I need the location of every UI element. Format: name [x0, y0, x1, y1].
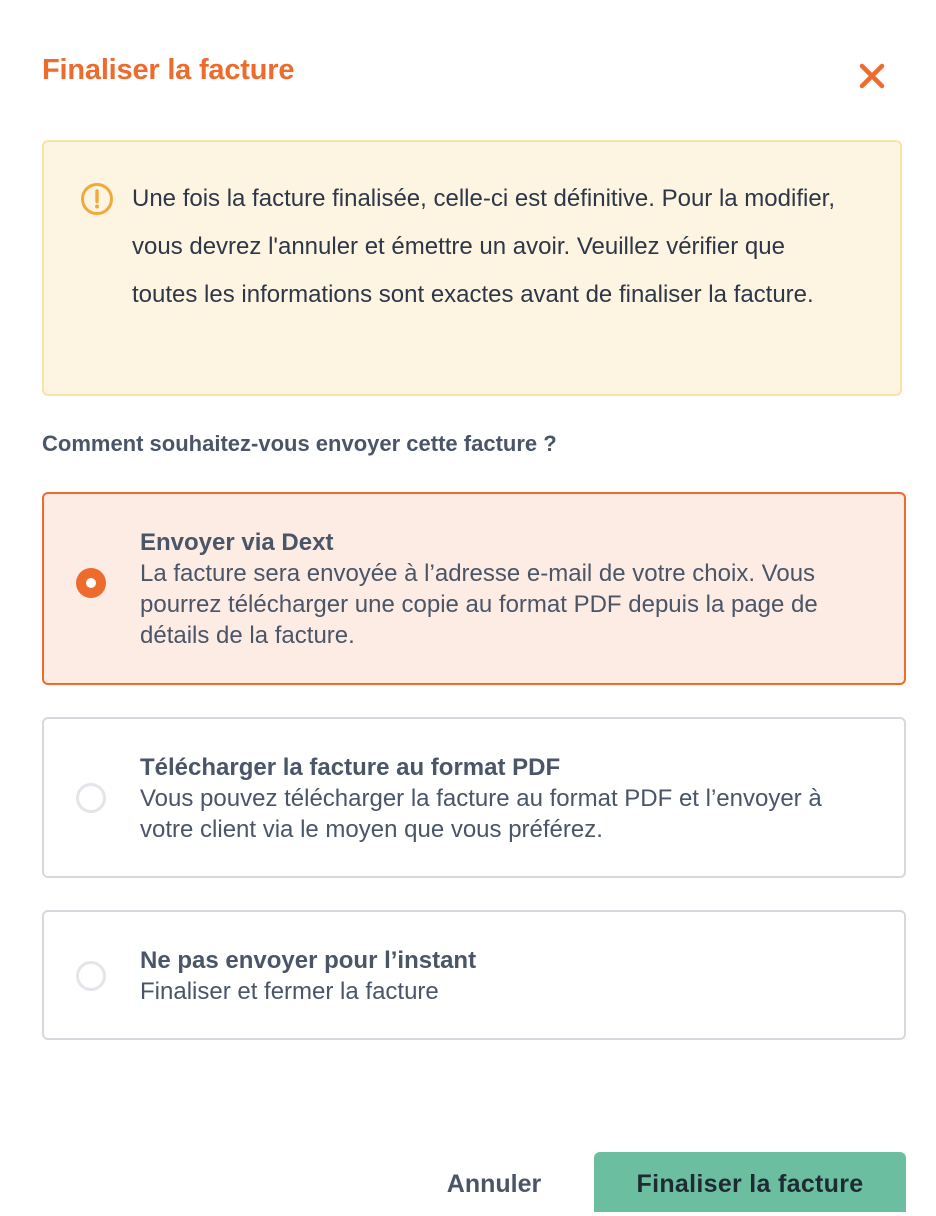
finalize-invoice-button[interactable]: Finaliser la facture [594, 1152, 906, 1212]
radio-button[interactable] [76, 961, 106, 991]
option-description: La facture sera envoyée à l’adresse e-mail de votre choix. Vous pourrez télécharger une copie au format PDF depuis la page de détails de la facture. [140, 560, 818, 649]
send-method-question: Comment souhaitez-vous envoyer cette facture ? [42, 431, 557, 456]
option-send-via-dext[interactable] [42, 492, 906, 685]
option-title: Envoyer via Dext [140, 529, 334, 556]
option-description: Vous pouvez télécharger la facture au format PDF et l’envoyer à votre client via le moyen que vous préférez. [140, 785, 822, 843]
option-do-not-send[interactable] [42, 910, 906, 1040]
close-icon[interactable] [852, 56, 892, 96]
radio-button[interactable] [76, 783, 106, 813]
option-title: Ne pas envoyer pour l’instant [140, 947, 477, 974]
option-description: Finaliser et fermer la facture [140, 978, 439, 1005]
option-title: Télécharger la facture au format PDF [140, 754, 561, 781]
radio-button-selected[interactable] [76, 568, 106, 598]
cancel-button[interactable]: Annuler [414, 1152, 574, 1212]
option-download-pdf[interactable] [42, 717, 906, 878]
dialog-title: Finaliser la facture [42, 54, 295, 86]
exclamation-circle-icon [80, 182, 114, 216]
warning-alert [42, 140, 902, 396]
warning-text: Une fois la facture finalisée, celle-ci est définitive. Pour la modifier, vous devrez l'annuler et émettre un avoir. Veuillez vérifier que toutes les informations sont exactes avant de finaliser la facture. [132, 185, 835, 308]
